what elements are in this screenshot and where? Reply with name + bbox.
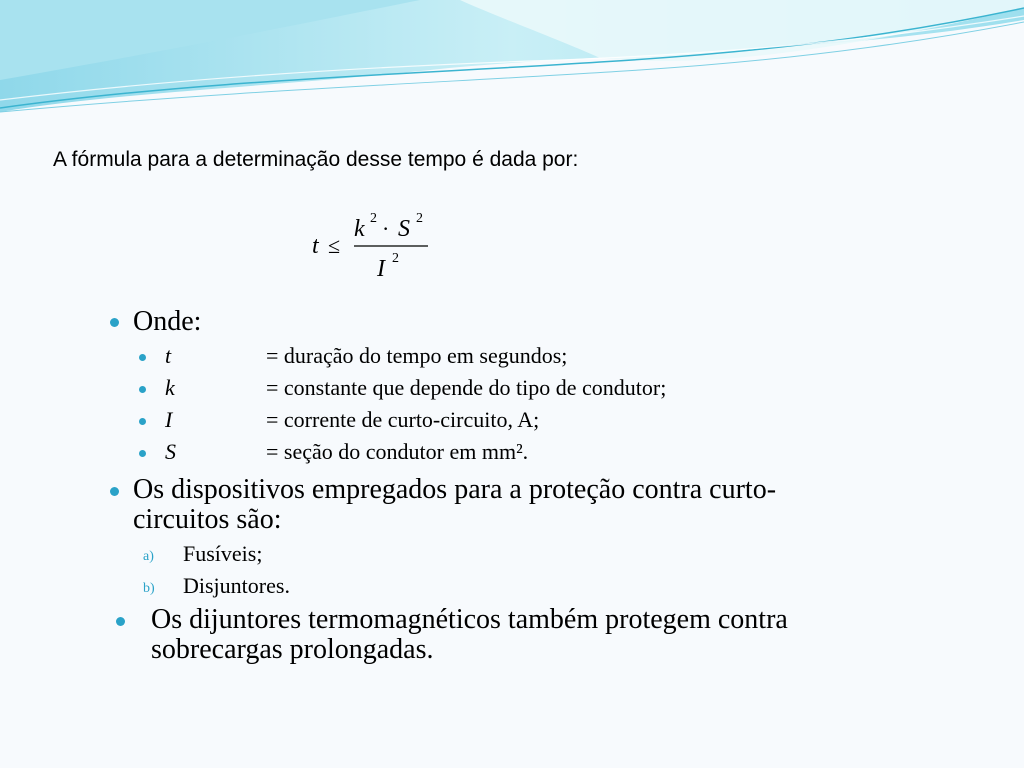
- variable-row: [165, 439, 865, 469]
- variable-symbol: k: [165, 375, 175, 400]
- devices-intro-line2: circuitos são:: [133, 504, 282, 535]
- variable-symbol: S: [165, 439, 176, 464]
- variable-row: [165, 375, 865, 405]
- devices-intro-line1: Os dispositivos empregados para a proteção contra curto-: [133, 474, 777, 505]
- formula-exp-k: 2: [370, 211, 377, 226]
- bullet-dot: [139, 386, 146, 393]
- variable-row: [165, 343, 865, 373]
- note-line1: Os dijuntores termomagnéticos também protegem contra: [151, 604, 788, 635]
- bullet-dot: [110, 487, 119, 496]
- variable-definition: = corrente de curto-circuito, A;: [266, 407, 540, 432]
- bullet-dot: [139, 450, 146, 457]
- header-wave-decoration: [0, 0, 1024, 120]
- formula-lhs: t: [312, 233, 319, 259]
- formula-num-S: S: [398, 216, 410, 242]
- bullet-dot: [139, 354, 146, 361]
- bullet-dot: [139, 418, 146, 425]
- formula-exp-S: 2: [416, 211, 423, 226]
- formula-exp-I: 2: [392, 251, 399, 266]
- intro-text: A fórmula para a determinação desse tempo é dada por:: [53, 148, 579, 171]
- variable-definition: = constante que depende do tipo de condutor;: [266, 375, 667, 400]
- list-marker: b): [143, 581, 155, 596]
- variable-symbol: I: [165, 407, 173, 432]
- formula: [300, 200, 460, 290]
- variable-definition: = duração do tempo em segundos;: [266, 343, 568, 368]
- list-marker: a): [143, 549, 154, 564]
- bullet-dot: [116, 617, 125, 626]
- formula-num-k: k: [354, 216, 365, 242]
- variable-symbol: t: [165, 343, 172, 368]
- device-item: Disjuntores.: [183, 573, 290, 598]
- bullet-dot: [110, 318, 119, 327]
- formula-relation: ≤: [328, 233, 341, 258]
- variable-definition: = seção do condutor em mm².: [266, 439, 529, 464]
- device-item: Fusíveis;: [183, 541, 263, 566]
- variable-row: [165, 407, 865, 437]
- note-line2: sobrecargas prolongadas.: [151, 634, 434, 665]
- formula-den-I: I: [377, 256, 385, 282]
- onde-label: Onde:: [133, 306, 202, 337]
- formula-num-dot: ·: [382, 216, 390, 241]
